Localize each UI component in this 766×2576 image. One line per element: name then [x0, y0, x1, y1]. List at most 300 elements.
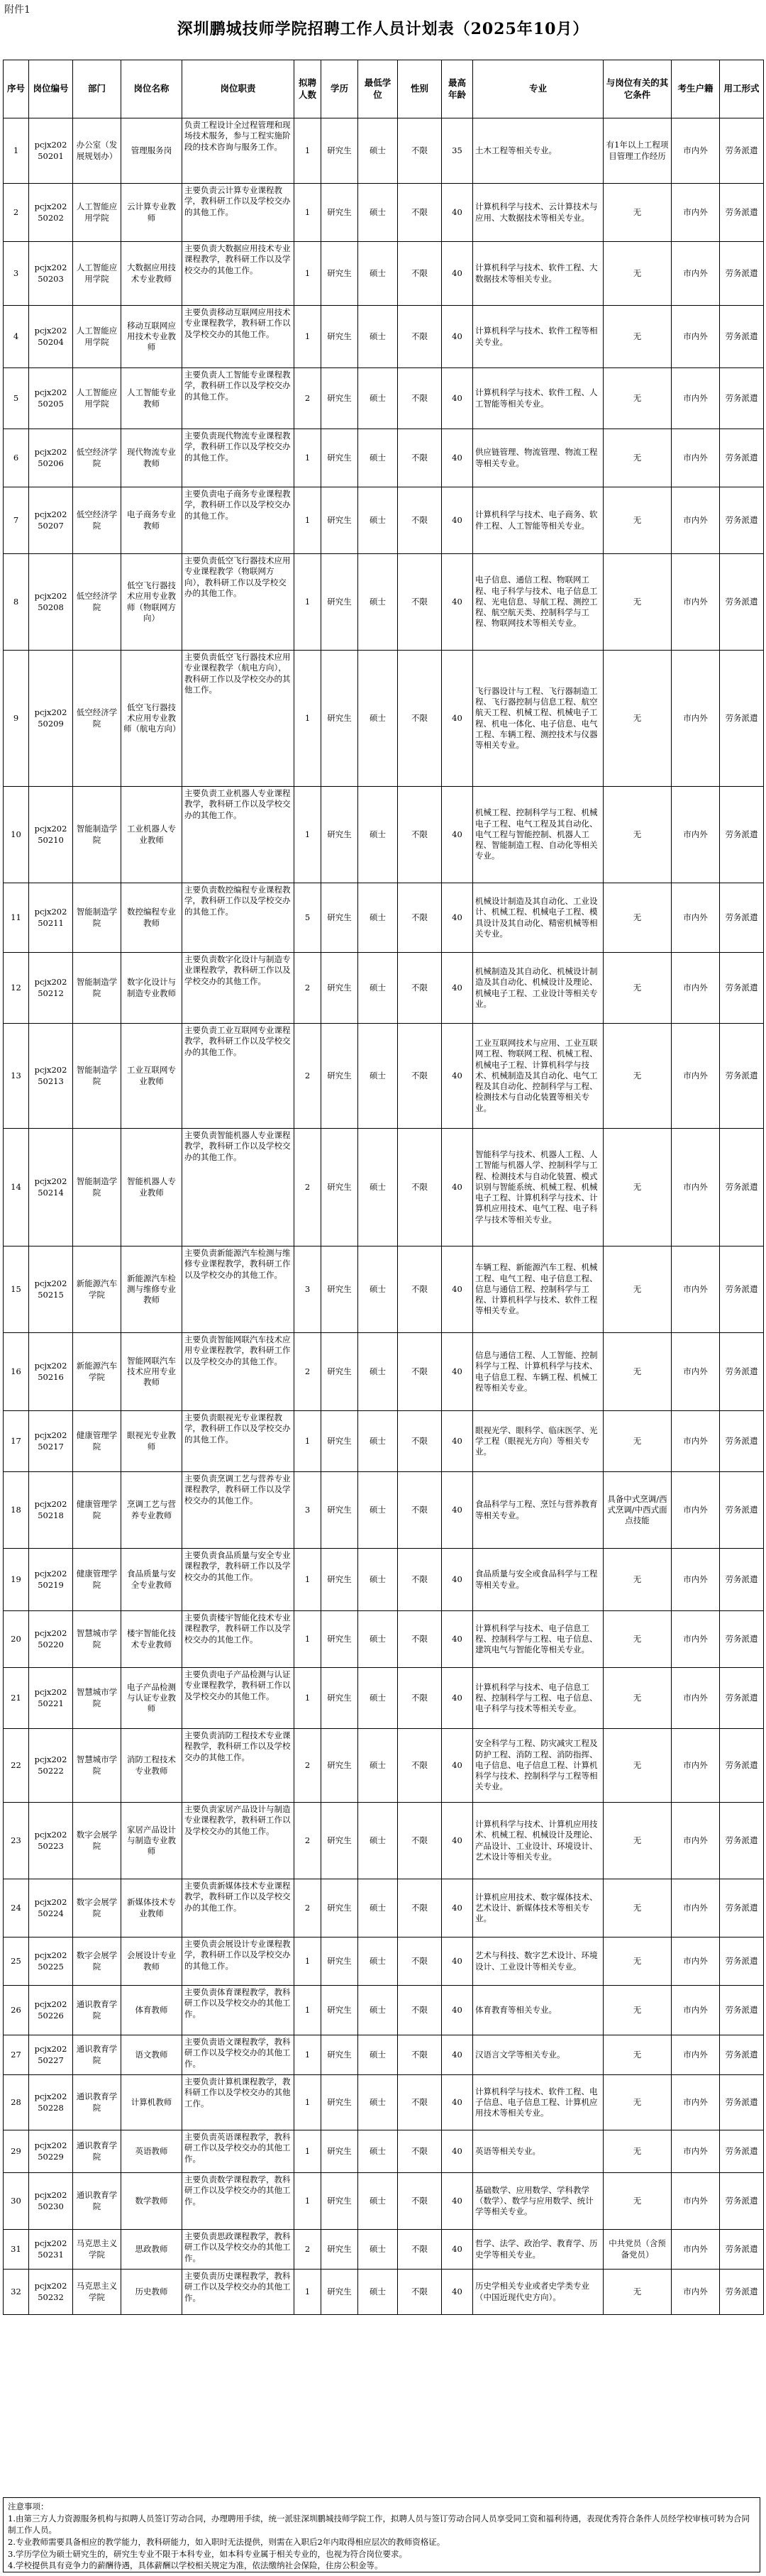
- cell-no: 1: [4, 118, 29, 184]
- cell-no: 16: [4, 1333, 29, 1411]
- cell-num: 2: [294, 1879, 321, 1937]
- cell-duty: 主要负责移动互联网应用技术专业课程教学，教科研工作以及学校交办的其他工作。: [182, 306, 294, 368]
- cell-major: 计算机科学与技术、电子信息工程、控制科学与工程、电子信息、电子科学与技术等相关专业。: [473, 1668, 604, 1729]
- cell-edu: 研究生: [321, 1024, 358, 1129]
- table-row: [4, 651, 764, 787]
- cell-num: 1: [294, 184, 321, 242]
- cell-num: 5: [294, 883, 321, 953]
- cell-major: 飞行器设计与工程、飞行器制造工程、飞行器控制与信息工程、航空航天工程、机械工程、机械电子工程、机电一体化、电子信息、电气工程、车辆工程、测控技术与仪器等相关专业。: [473, 651, 604, 787]
- cell-condition: 无: [604, 2173, 672, 2230]
- cell-major: 历史学相关专业或者史学类专业（中国近现代史方向）。: [473, 2270, 604, 2315]
- cell-major: 计算机科学与技术、软件工程等相关专业。: [473, 306, 604, 368]
- cell-degree: 硕士: [358, 953, 398, 1024]
- table-row: [4, 1549, 764, 1611]
- cell-major: 土木工程等相关专业。: [473, 118, 604, 184]
- cell-gender: 不限: [398, 554, 442, 651]
- cell-age: 40: [442, 2230, 473, 2270]
- cell-condition: 无: [604, 1129, 672, 1246]
- table-row: [4, 1472, 764, 1549]
- cell-gender: 不限: [398, 1246, 442, 1333]
- cell-duty: 主要负责会展设计专业课程教学，教科研工作以及学校交办的其他工作。: [182, 1937, 294, 1986]
- cell-edu: 研究生: [321, 883, 358, 953]
- cell-huji: 市内外: [672, 1986, 720, 2035]
- cell-condition: 无: [604, 306, 672, 368]
- cell-edu: 研究生: [321, 1246, 358, 1333]
- cell-form: 劳务派遣: [720, 2130, 764, 2173]
- cell-no: 22: [4, 1729, 29, 1803]
- cell-huji: 市内外: [672, 1333, 720, 1411]
- cell-num: 1: [294, 2130, 321, 2173]
- cell-condition: 无: [604, 651, 672, 787]
- cell-num: 3: [294, 1472, 321, 1549]
- cell-major: 计算机科学与技术、软件工程、大数据技术等相关专业。: [473, 242, 604, 306]
- cell-num: 2: [294, 1129, 321, 1246]
- cell-degree: 硕士: [358, 554, 398, 651]
- cell-age: 40: [442, 2075, 473, 2130]
- header-form: 用工形式: [720, 60, 764, 118]
- cell-degree: 硕士: [358, 118, 398, 184]
- cell-major: 供应链管理、物流管理、物流工程等相关专业。: [473, 429, 604, 487]
- cell-duty: 主要负责体育课程教学，教科研工作以及学校交办的其他工作。: [182, 1986, 294, 2035]
- cell-post: 大数据应用技术专业教师: [121, 242, 182, 306]
- cell-gender: 不限: [398, 1549, 442, 1611]
- cell-degree: 硕士: [358, 1411, 398, 1472]
- cell-duty: 主要负责消防工程技术专业课程教学，教科研工作以及学校交办的其他工作。: [182, 1729, 294, 1803]
- cell-form: 劳务派遣: [720, 953, 764, 1024]
- cell-dept: 低空经济学院: [73, 651, 121, 787]
- cell-dept: 数字会展学院: [73, 1879, 121, 1937]
- cell-post: 新媒体技术专业教师: [121, 1879, 182, 1937]
- cell-dept: 马克思主义学院: [73, 2230, 121, 2270]
- cell-code: pcjx202 50225: [29, 1937, 73, 1986]
- note-item: 4.学校提供具有竞争力的薪酬待遇，具体薪酬以学校相关规定为准，依法缴纳社会保险，住房公积金等。: [8, 2560, 383, 2571]
- cell-huji: 市内外: [672, 242, 720, 306]
- cell-form: 劳务派遣: [720, 118, 764, 184]
- cell-code: pcjx202 50205: [29, 368, 73, 429]
- cell-age: 40: [442, 1411, 473, 1472]
- cell-huji: 市内外: [672, 554, 720, 651]
- cell-degree: 硕士: [358, 1803, 398, 1879]
- cell-huji: 市内外: [672, 2035, 720, 2075]
- cell-code: pcjx202 50214: [29, 1129, 73, 1246]
- cell-code: pcjx202 50229: [29, 2130, 73, 2173]
- cell-num: 1: [294, 1668, 321, 1729]
- cell-form: 劳务派遣: [720, 1246, 764, 1333]
- cell-gender: 不限: [398, 242, 442, 306]
- cell-gender: 不限: [398, 1129, 442, 1246]
- cell-code: pcjx202 50209: [29, 651, 73, 787]
- cell-age: 40: [442, 1024, 473, 1129]
- note-item: 3.学历学位为硕士研究生的，研究生专业不限于本科专业，如本科专业属于相关专业的，也视为符合岗位要求。: [8, 2548, 407, 2559]
- cell-post: 历史教师: [121, 2270, 182, 2315]
- cell-huji: 市内外: [672, 953, 720, 1024]
- cell-num: 1: [294, 2035, 321, 2075]
- cell-dept: 健康管理学院: [73, 1411, 121, 1472]
- cell-num: 2: [294, 1729, 321, 1803]
- cell-dept: 智能制造学院: [73, 953, 121, 1024]
- cell-edu: 研究生: [321, 787, 358, 883]
- cell-huji: 市内外: [672, 2173, 720, 2230]
- cell-no: 27: [4, 2035, 29, 2075]
- table-row: [4, 1879, 764, 1937]
- cell-code: pcjx202 50202: [29, 184, 73, 242]
- header-dept: 部门: [73, 60, 121, 118]
- cell-num: 2: [294, 1333, 321, 1411]
- cell-gender: 不限: [398, 184, 442, 242]
- cell-huji: 市内外: [672, 651, 720, 787]
- cell-post: 智能机器人专业教师: [121, 1129, 182, 1246]
- cell-form: 劳务派遣: [720, 883, 764, 953]
- cell-code: pcjx202 50224: [29, 1879, 73, 1937]
- cell-gender: 不限: [398, 1472, 442, 1549]
- table-row: [4, 953, 764, 1024]
- cell-edu: 研究生: [321, 306, 358, 368]
- cell-condition: 无: [604, 554, 672, 651]
- table-row: [4, 1024, 764, 1129]
- cell-no: 14: [4, 1129, 29, 1246]
- cell-num: 1: [294, 118, 321, 184]
- table-row: [4, 1986, 764, 2035]
- table-row: [4, 429, 764, 487]
- cell-no: 18: [4, 1472, 29, 1549]
- cell-major: 计算机科学与技术、软件工程、人工智能等相关专业。: [473, 368, 604, 429]
- cell-no: 31: [4, 2230, 29, 2270]
- cell-code: pcjx202 50201: [29, 118, 73, 184]
- cell-age: 40: [442, 306, 473, 368]
- header-no: 序号: [4, 60, 29, 118]
- cell-code: pcjx202 50223: [29, 1803, 73, 1879]
- cell-num: 2: [294, 953, 321, 1024]
- cell-duty: 主要负责楼宇智能化技术专业课程教学，教科研工作以及学校交办的其他工作。: [182, 1611, 294, 1668]
- cell-dept: 低空经济学院: [73, 554, 121, 651]
- cell-huji: 市内外: [672, 1411, 720, 1472]
- cell-age: 40: [442, 1246, 473, 1333]
- cell-code: pcjx202 50217: [29, 1411, 73, 1472]
- cell-huji: 市内外: [672, 1611, 720, 1668]
- header-gender: 性别: [398, 60, 442, 118]
- cell-dept: 智慧城市学院: [73, 1729, 121, 1803]
- cell-no: 4: [4, 306, 29, 368]
- cell-condition: 无: [604, 1729, 672, 1803]
- cell-code: pcjx202 50210: [29, 787, 73, 883]
- cell-degree: 硕士: [358, 242, 398, 306]
- cell-age: 40: [442, 1333, 473, 1411]
- cell-no: 30: [4, 2173, 29, 2230]
- cell-form: 劳务派遣: [720, 184, 764, 242]
- cell-condition: 无: [604, 487, 672, 554]
- cell-code: pcjx202 50204: [29, 306, 73, 368]
- cell-condition: 有1年以上工程项目管理工作经历: [604, 118, 672, 184]
- cell-huji: 市内外: [672, 2270, 720, 2315]
- cell-major: 车辆工程、新能源汽车工程、机械工程、电气工程、电子信息工程、信息与通信工程、控制科学与工程、计算机科学与技术、软件工程等相关专业。: [473, 1246, 604, 1333]
- cell-dept: 数字会展学院: [73, 1937, 121, 1986]
- cell-degree: 硕士: [358, 368, 398, 429]
- cell-form: 劳务派遣: [720, 429, 764, 487]
- cell-condition: 无: [604, 1937, 672, 1986]
- cell-form: 劳务派遣: [720, 1411, 764, 1472]
- table-row: [4, 118, 764, 184]
- cell-gender: 不限: [398, 1803, 442, 1879]
- cell-degree: 硕士: [358, 2075, 398, 2130]
- cell-degree: 硕士: [358, 1129, 398, 1246]
- cell-edu: 研究生: [321, 2230, 358, 2270]
- cell-gender: 不限: [398, 1729, 442, 1803]
- cell-condition: 无: [604, 2270, 672, 2315]
- cell-post: 眼视光专业教师: [121, 1411, 182, 1472]
- cell-form: 劳务派遣: [720, 1668, 764, 1729]
- cell-edu: 研究生: [321, 1549, 358, 1611]
- cell-post: 计算机教师: [121, 2075, 182, 2130]
- cell-condition: 无: [604, 1879, 672, 1937]
- table-row: [4, 787, 764, 883]
- cell-edu: 研究生: [321, 2130, 358, 2173]
- cell-gender: 不限: [398, 306, 442, 368]
- cell-code: pcjx202 50232: [29, 2270, 73, 2315]
- cell-dept: 通识教育学院: [73, 2035, 121, 2075]
- cell-huji: 市内外: [672, 1024, 720, 1129]
- cell-code: pcjx202 50215: [29, 1246, 73, 1333]
- cell-post: 工业互联网专业教师: [121, 1024, 182, 1129]
- cell-no: 13: [4, 1024, 29, 1129]
- cell-gender: 不限: [398, 118, 442, 184]
- cell-edu: 研究生: [321, 2270, 358, 2315]
- cell-num: 1: [294, 1411, 321, 1472]
- cell-degree: 硕士: [358, 2035, 398, 2075]
- cell-degree: 硕士: [358, 1549, 398, 1611]
- cell-age: 40: [442, 651, 473, 787]
- cell-degree: 硕士: [358, 1879, 398, 1937]
- cell-age: 40: [442, 2035, 473, 2075]
- cell-age: 35: [442, 118, 473, 184]
- cell-edu: 研究生: [321, 1937, 358, 1986]
- cell-condition: 无: [604, 1549, 672, 1611]
- cell-dept: 人工智能应用学院: [73, 368, 121, 429]
- cell-duty: 主要负责电子产品检测与认证专业课程教学，教科研工作以及学校交办的其他工作。: [182, 1668, 294, 1729]
- cell-duty: 主要负责数学课程教学，教科研工作以及学校交办的其他工作。: [182, 2173, 294, 2230]
- cell-gender: 不限: [398, 1879, 442, 1937]
- cell-edu: 研究生: [321, 953, 358, 1024]
- cell-condition: 无: [604, 953, 672, 1024]
- cell-huji: 市内外: [672, 1472, 720, 1549]
- cell-gender: 不限: [398, 1937, 442, 1986]
- cell-form: 劳务派遣: [720, 1549, 764, 1611]
- cell-age: 40: [442, 1668, 473, 1729]
- cell-dept: 数字会展学院: [73, 1803, 121, 1879]
- cell-huji: 市内外: [672, 1129, 720, 1246]
- notes-box: [3, 2497, 760, 2572]
- header-post: 岗位名称: [121, 60, 182, 118]
- cell-num: 1: [294, 651, 321, 787]
- cell-code: pcjx202 50220: [29, 1611, 73, 1668]
- cell-edu: 研究生: [321, 2173, 358, 2230]
- cell-condition: 无: [604, 2130, 672, 2173]
- cell-age: 40: [442, 953, 473, 1024]
- cell-edu: 研究生: [321, 1879, 358, 1937]
- cell-edu: 研究生: [321, 1668, 358, 1729]
- cell-age: 40: [442, 1879, 473, 1937]
- cell-edu: 研究生: [321, 1333, 358, 1411]
- cell-dept: 健康管理学院: [73, 1549, 121, 1611]
- cell-form: 劳务派遣: [720, 1611, 764, 1668]
- cell-gender: 不限: [398, 368, 442, 429]
- cell-gender: 不限: [398, 2075, 442, 2130]
- cell-post: 低空飞行器技术应用专业教师（航电方向）: [121, 651, 182, 787]
- cell-num: 1: [294, 429, 321, 487]
- cell-condition: 无: [604, 1024, 672, 1129]
- cell-age: 40: [442, 1549, 473, 1611]
- header-age: 最高年龄: [442, 60, 473, 118]
- header-major: 专业: [473, 60, 604, 118]
- cell-post: 数字化设计与制造专业教师: [121, 953, 182, 1024]
- cell-condition: 无: [604, 1411, 672, 1472]
- cell-dept: 健康管理学院: [73, 1472, 121, 1549]
- cell-condition: 无: [604, 1333, 672, 1411]
- cell-form: 劳务派遣: [720, 1879, 764, 1937]
- cell-duty: 主要负责新媒体技术专业课程教学，教科研工作以及学校交办的其他工作。: [182, 1879, 294, 1937]
- cell-major: 信息与通信工程、人工智能、控制科学与工程、计算机科学与技术、电子信息工程、车辆工程、机械工程等相关专业。: [473, 1333, 604, 1411]
- cell-age: 40: [442, 1937, 473, 1986]
- table-row: [4, 2035, 764, 2075]
- cell-gender: 不限: [398, 1611, 442, 1668]
- cell-post: 消防工程技术专业教师: [121, 1729, 182, 1803]
- cell-edu: 研究生: [321, 1611, 358, 1668]
- table-row: [4, 1611, 764, 1668]
- cell-no: 6: [4, 429, 29, 487]
- cell-age: 40: [442, 1803, 473, 1879]
- cell-form: 劳务派遣: [720, 1472, 764, 1549]
- cell-major: 食品质量与安全或食品科学与工程等相关专业。: [473, 1549, 604, 1611]
- header-degree: 最低学位: [358, 60, 398, 118]
- cell-edu: 研究生: [321, 651, 358, 787]
- cell-post: 智能网联汽车技术应用专业教师: [121, 1333, 182, 1411]
- table-row: [4, 1411, 764, 1472]
- cell-post: 会展设计专业教师: [121, 1937, 182, 1986]
- cell-no: 9: [4, 651, 29, 787]
- cell-degree: 硕士: [358, 2230, 398, 2270]
- cell-condition: 具备中式烹调/西式烹调/中西式面点技能: [604, 1472, 672, 1549]
- cell-code: pcjx202 50231: [29, 2230, 73, 2270]
- cell-code: pcjx202 50230: [29, 2173, 73, 2230]
- cell-dept: 马克思主义学院: [73, 2270, 121, 2315]
- cell-no: 26: [4, 1986, 29, 2035]
- cell-num: 2: [294, 368, 321, 429]
- table-row: [4, 2075, 764, 2130]
- table-row: [4, 2173, 764, 2230]
- cell-major: 计算机科学与技术、软件工程、电子信息、电子信息工程、计算机应用技术等相关专业。: [473, 2075, 604, 2130]
- cell-duty: 主要负责历史课程教学，教科研工作以及学校交办的其他工作。: [182, 2270, 294, 2315]
- cell-condition: 无: [604, 883, 672, 953]
- cell-num: 1: [294, 2173, 321, 2230]
- cell-huji: 市内外: [672, 1937, 720, 1986]
- cell-no: 29: [4, 2130, 29, 2173]
- cell-gender: 不限: [398, 2173, 442, 2230]
- cell-age: 40: [442, 1611, 473, 1668]
- cell-condition: 无: [604, 1986, 672, 2035]
- header-num: 拟聘人数: [294, 60, 321, 118]
- cell-dept: 通识教育学院: [73, 2075, 121, 2130]
- cell-num: 1: [294, 554, 321, 651]
- cell-gender: 不限: [398, 1986, 442, 2035]
- cell-major: 智能科学与技术、机器人工程、人工智能与机器人学、控制科学与工程、检测技术与自动化装置、模式识别与智能系统、机械工程、机械电子工程、计算机科学与技术、计算机应用技术、电气工程、电子科学与技术等相关专业。: [473, 1129, 604, 1246]
- cell-form: 劳务派遣: [720, 1729, 764, 1803]
- cell-major: 工业互联网技术与应用、工业互联网工程、物联网工程、机械工程、机械电子工程、计算机科学与技术、机械制造及其自动化、电气工程及其自动化、控制科学与工程、检测技术与自动化装置等相关专业。: [473, 1024, 604, 1129]
- table-row: [4, 1729, 764, 1803]
- table-row: [4, 1668, 764, 1729]
- cell-post: 工业机器人专业教师: [121, 787, 182, 883]
- cell-huji: 市内外: [672, 1729, 720, 1803]
- cell-gender: 不限: [398, 487, 442, 554]
- attachment-label: 附件1: [4, 4, 30, 16]
- table-row: [4, 2230, 764, 2270]
- cell-num: 3: [294, 1246, 321, 1333]
- cell-duty: 主要负责数字化设计与制造专业课程教学，教科研工作以及学校交办的其他工作。: [182, 953, 294, 1024]
- cell-degree: 硕士: [358, 1729, 398, 1803]
- cell-post: 数控编程专业教师: [121, 883, 182, 953]
- cell-degree: 硕士: [358, 2270, 398, 2315]
- cell-dept: 智慧城市学院: [73, 1611, 121, 1668]
- table-row: [4, 2270, 764, 2315]
- cell-duty: 主要负责电子商务专业课程教学，教科研工作以及学校交办的其他工作。: [182, 487, 294, 554]
- cell-edu: 研究生: [321, 118, 358, 184]
- table-row: [4, 487, 764, 554]
- cell-huji: 市内外: [672, 2230, 720, 2270]
- cell-no: 15: [4, 1246, 29, 1333]
- cell-no: 12: [4, 953, 29, 1024]
- cell-code: pcjx202 50206: [29, 429, 73, 487]
- table-row: [4, 1937, 764, 1986]
- cell-duty: 主要负责烹调工艺与营养专业课程教学，教科研工作以及学校交办的其他工作。: [182, 1472, 294, 1549]
- cell-edu: 研究生: [321, 554, 358, 651]
- cell-huji: 市内外: [672, 368, 720, 429]
- cell-dept: 低空经济学院: [73, 429, 121, 487]
- cell-no: 2: [4, 184, 29, 242]
- cell-post: 云计算专业教师: [121, 184, 182, 242]
- cell-dept: 智慧城市学院: [73, 1668, 121, 1729]
- table-header-row: [4, 60, 764, 118]
- recruitment-plan-table: [3, 60, 764, 2315]
- note-item: 1.由第三方人力资源服务机构与拟聘人员签订劳动合同，办理聘用手续，统一派驻深圳鹏城技师学院工作，拟聘人员与签订劳动合同人员享受同工资和福利待遇，表现优秀符合条件人员经学校审核可转为合同制工作人员。: [8, 2513, 750, 2536]
- cell-major: 计算机科学与技术、计算机应用技术、机械工程、机械设计及理论、产品设计、工业设计、环境设计、艺术设计等相关专业。: [473, 1803, 604, 1879]
- cell-no: 24: [4, 1879, 29, 1937]
- cell-huji: 市内外: [672, 184, 720, 242]
- cell-degree: 硕士: [358, 429, 398, 487]
- cell-edu: 研究生: [321, 1803, 358, 1879]
- cell-edu: 研究生: [321, 368, 358, 429]
- cell-duty: 主要负责工业互联网专业课程教学，教科研工作以及学校交办的其他工作。: [182, 1024, 294, 1129]
- cell-edu: 研究生: [321, 242, 358, 306]
- cell-huji: 市内外: [672, 2130, 720, 2173]
- cell-gender: 不限: [398, 1024, 442, 1129]
- cell-condition: 无: [604, 242, 672, 306]
- cell-no: 7: [4, 487, 29, 554]
- cell-num: 1: [294, 2270, 321, 2315]
- cell-code: pcjx202 50228: [29, 2075, 73, 2130]
- cell-post: 语文教师: [121, 2035, 182, 2075]
- cell-major: 体育教育等相关专业。: [473, 1986, 604, 2035]
- cell-no: 32: [4, 2270, 29, 2315]
- cell-age: 40: [442, 1986, 473, 2035]
- cell-post: 电子产品检测与认证专业教师: [121, 1668, 182, 1729]
- cell-no: 5: [4, 368, 29, 429]
- cell-post: 思政教师: [121, 2230, 182, 2270]
- cell-huji: 市内外: [672, 1549, 720, 1611]
- cell-duty: 主要负责数控编程专业课程教学，教科研工作以及学校交办的其他工作。: [182, 883, 294, 953]
- cell-duty: 主要负责低空飞行器技术应用专业课程教学（物联网方向），教科研工作以及学校交办的其他工作。: [182, 554, 294, 651]
- cell-major: 艺术与科技、数字艺术设计、环境设计、工业设计等相关专业。: [473, 1937, 604, 1986]
- cell-major: 机械设计制造及其自动化、工业设计、机械工程、机械电子工程、模具设计及其自动化、精密机械等相关专业。: [473, 883, 604, 953]
- cell-form: 劳务派遣: [720, 1333, 764, 1411]
- table-row: [4, 242, 764, 306]
